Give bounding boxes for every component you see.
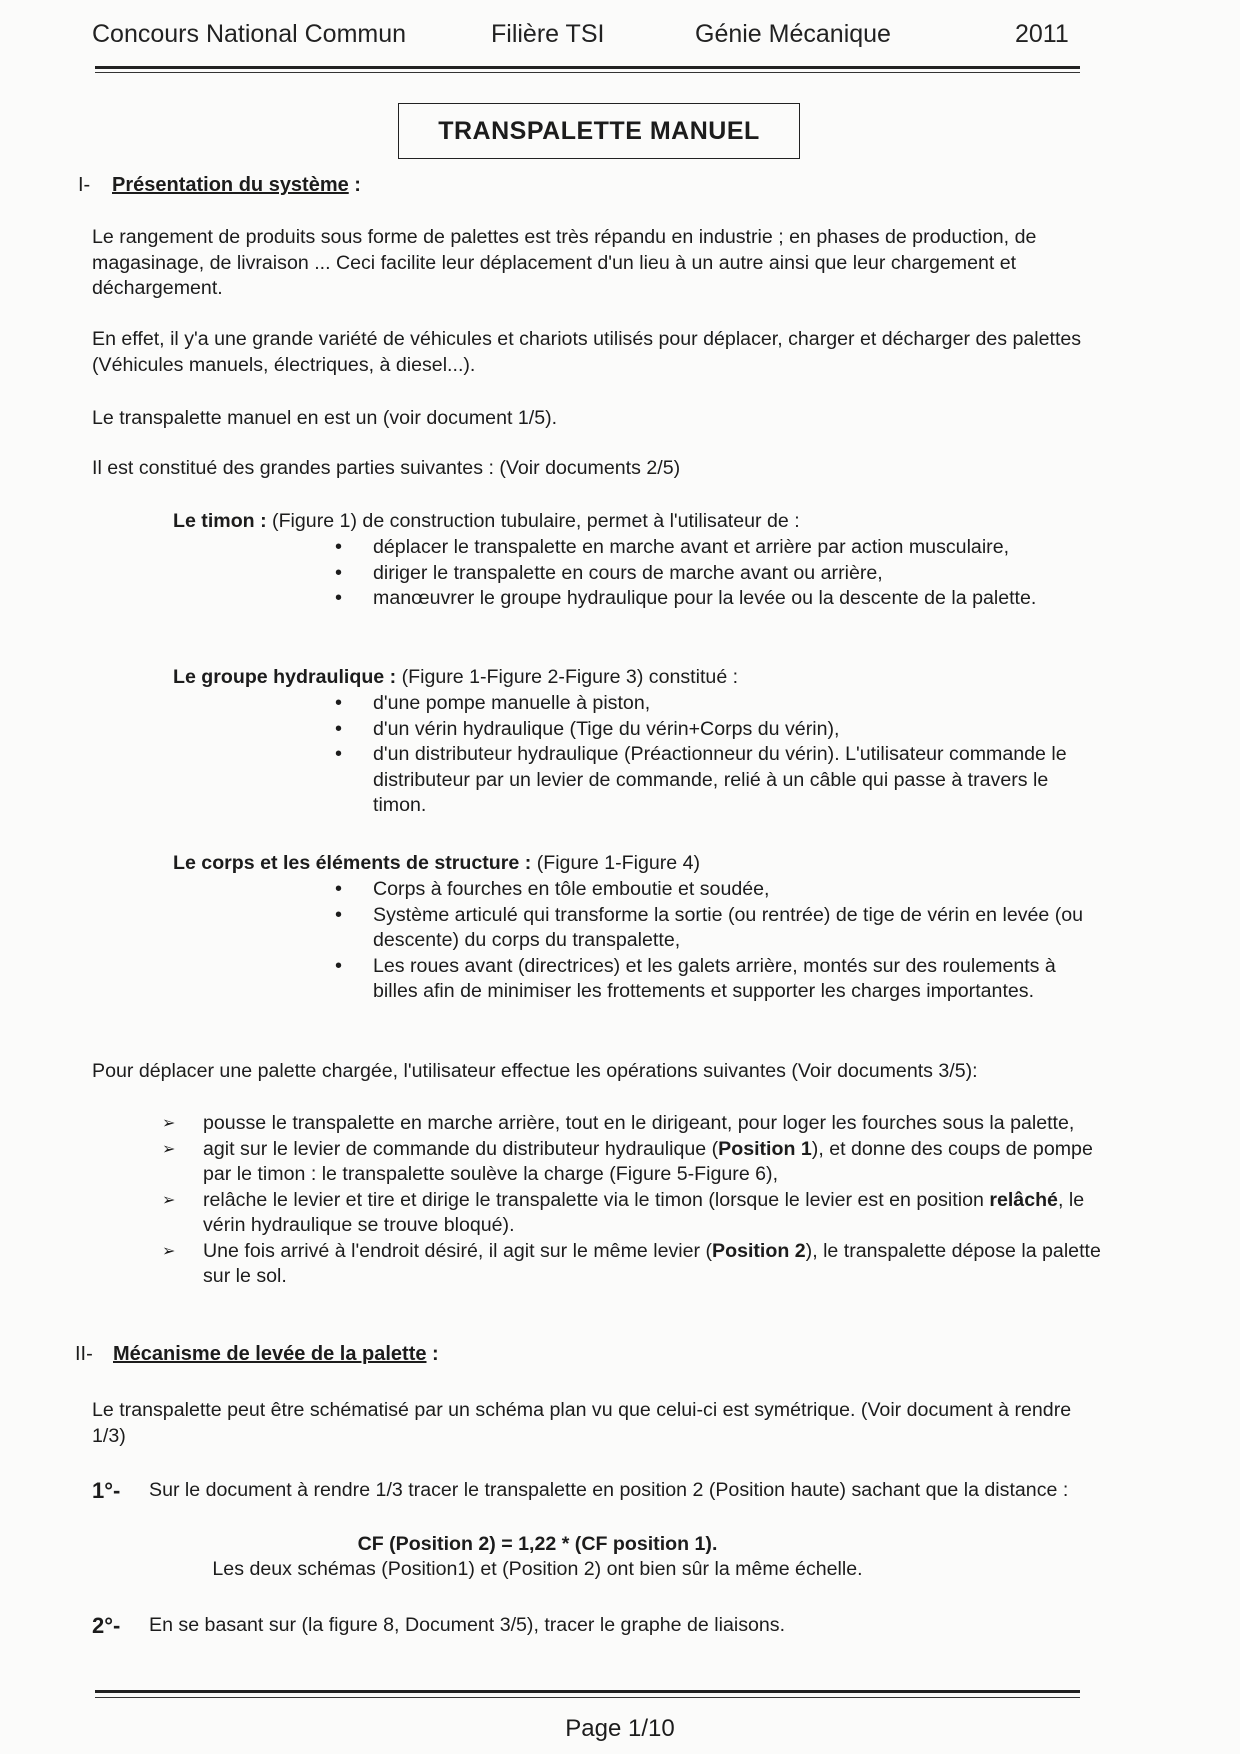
list-item: • Système articulé qui transforme la sortie (ou rentrée) de tige de vérin en levée (ou descente) du corps du transpalette, xyxy=(335,903,1105,954)
section1-heading xyxy=(78,174,361,197)
question-2-number: 2°- xyxy=(92,1613,121,1638)
list-item: • déplacer le transpalette en marche avant et arrière par action musculaire, xyxy=(335,535,1105,561)
list-item: • manœuvrer le groupe hydraulique pour la levée ou la descente de la palette. xyxy=(335,586,1105,612)
section1-number: I- xyxy=(78,174,91,196)
header-subject: Génie Mécanique xyxy=(695,20,891,48)
part-hydraulic-label: Le groupe hydraulique : xyxy=(173,666,397,688)
part-structure-intro xyxy=(173,851,1073,877)
section2-heading xyxy=(75,1343,439,1366)
question-1-text: Sur le document à rendre 1/3 tracer le transpalette en position 2 (Position haute) sachant que la distance : xyxy=(149,1479,1069,1501)
operations-intro: Pour déplacer une palette chargée, l'utilisateur effectue les opérations suivantes (Voir documents 3/5): xyxy=(92,1060,978,1082)
part-hydraulic-intro xyxy=(173,665,1073,691)
list-item: • diriger le transpalette en cours de marche avant ou arrière, xyxy=(335,561,1105,587)
header-track: Filière TSI xyxy=(491,20,605,48)
question-1-number: 1°- xyxy=(92,1478,121,1503)
page-number: Page 1/10 xyxy=(565,1715,675,1742)
section1-paragraph-4: Il est constitué des grandes parties suivantes : (Voir documents 2/5) xyxy=(92,457,681,479)
section1-colon: : xyxy=(348,174,361,196)
question-1 xyxy=(92,1478,1102,1504)
header-exam: Concours National Commun xyxy=(92,20,407,48)
section1-paragraph-3: Le transpalette manuel en est un (voir document 1/5). xyxy=(92,407,558,429)
question-2 xyxy=(92,1613,1102,1639)
document-title: TRANSPALETTE MANUEL xyxy=(398,103,800,159)
list-item: • Les roues avant (directrices) et les galets arrière, montés sur des roulements à billes afin de minimiser les frottements et supporter les charges importantes. xyxy=(335,954,1105,1005)
list-item: ➢ agit sur le levier de commande du distributeur hydraulique (Position 1), et donne des coups de pompe par le timon : le transpalette soulève la charge (Figure 5-Figure 6), xyxy=(162,1137,1102,1188)
section2-colon: : xyxy=(426,1343,439,1365)
part-timon-text: (Figure 1) de construction tubulaire, permet à l'utilisateur de : xyxy=(266,510,800,532)
header-year: 2011 xyxy=(1015,20,1069,48)
question-2-text: En se basant sur (la figure 8, Document 3/5), tracer le graphe de liaisons. xyxy=(149,1614,786,1636)
header-rule xyxy=(95,66,1080,69)
question-1-note: Les deux schémas (Position1) et (Position 2) ont bien sûr la même échelle. xyxy=(212,1558,863,1580)
part-timon-intro xyxy=(173,509,1073,535)
list-item: ➢ Une fois arrivé à l'endroit désiré, il agit sur le même levier (Position 2), le transpalette dépose la palette sur le sol. xyxy=(162,1239,1102,1290)
list-item: • d'un distributeur hydraulique (Préactionneur du vérin). L'utilisateur commande le distributeur par un levier de commande, relié à un câble qui passe à travers le timon. xyxy=(335,742,1105,819)
question-1-formula: CF (Position 2) = 1,22 * (CF position 1). xyxy=(357,1533,718,1555)
part-hydraulic-list xyxy=(335,691,1105,819)
part-timon-list xyxy=(335,535,1105,612)
section1-paragraph-2: En effet, il y'a une grande variété de véhicules et chariots utilisés pour déplacer, charger et décharger des palettes (Véhicules manuels, électriques, à diesel...). xyxy=(92,328,1082,376)
list-item: • d'un vérin hydraulique (Tige du vérin+Corps du vérin), xyxy=(335,717,1105,743)
section1-paragraph-1: Le rangement de produits sous forme de palettes est très répandu en industrie ; en phases de production, de magasinage, de livraison ... Ceci facilite leur déplacement d'un lieu à un autre ainsi que leur chargement et déchargement. xyxy=(92,226,1037,299)
list-item: ➢ relâche le levier et tire et dirige le transpalette via le timon (lorsque le levier est en position relâché, le vérin hydraulique se trouve bloqué). xyxy=(162,1188,1102,1239)
section1-title: Présentation du système xyxy=(112,174,349,196)
part-hydraulic-text: (Figure 1-Figure 2-Figure 3) constitué : xyxy=(396,666,739,688)
section2-title: Mécanisme de levée de la palette xyxy=(113,1343,427,1365)
footer-rule xyxy=(95,1690,1080,1693)
footer-rule-thin xyxy=(95,1697,1080,1698)
list-item: • Corps à fourches en tôle emboutie et soudée, xyxy=(335,877,1105,903)
part-structure-label: Le corps et les éléments de structure : xyxy=(173,852,532,874)
list-item: • d'une pompe manuelle à piston, xyxy=(335,691,1105,717)
section2-number: II- xyxy=(75,1343,93,1365)
part-timon-label: Le timon : xyxy=(173,510,267,532)
part-structure-list xyxy=(335,877,1105,1005)
header-rule-thin xyxy=(95,72,1080,73)
part-structure-text: (Figure 1-Figure 4) xyxy=(531,852,701,874)
list-item: ➢ pousse le transpalette en marche arrière, tout en le dirigeant, pour loger les fourches sous la palette, xyxy=(162,1111,1102,1137)
section2-intro: Le transpalette peut être schématisé par un schéma plan vu que celui-ci est symétrique. (Voir document à rendre 1/3) xyxy=(92,1399,1072,1447)
operations-list xyxy=(162,1111,1102,1290)
